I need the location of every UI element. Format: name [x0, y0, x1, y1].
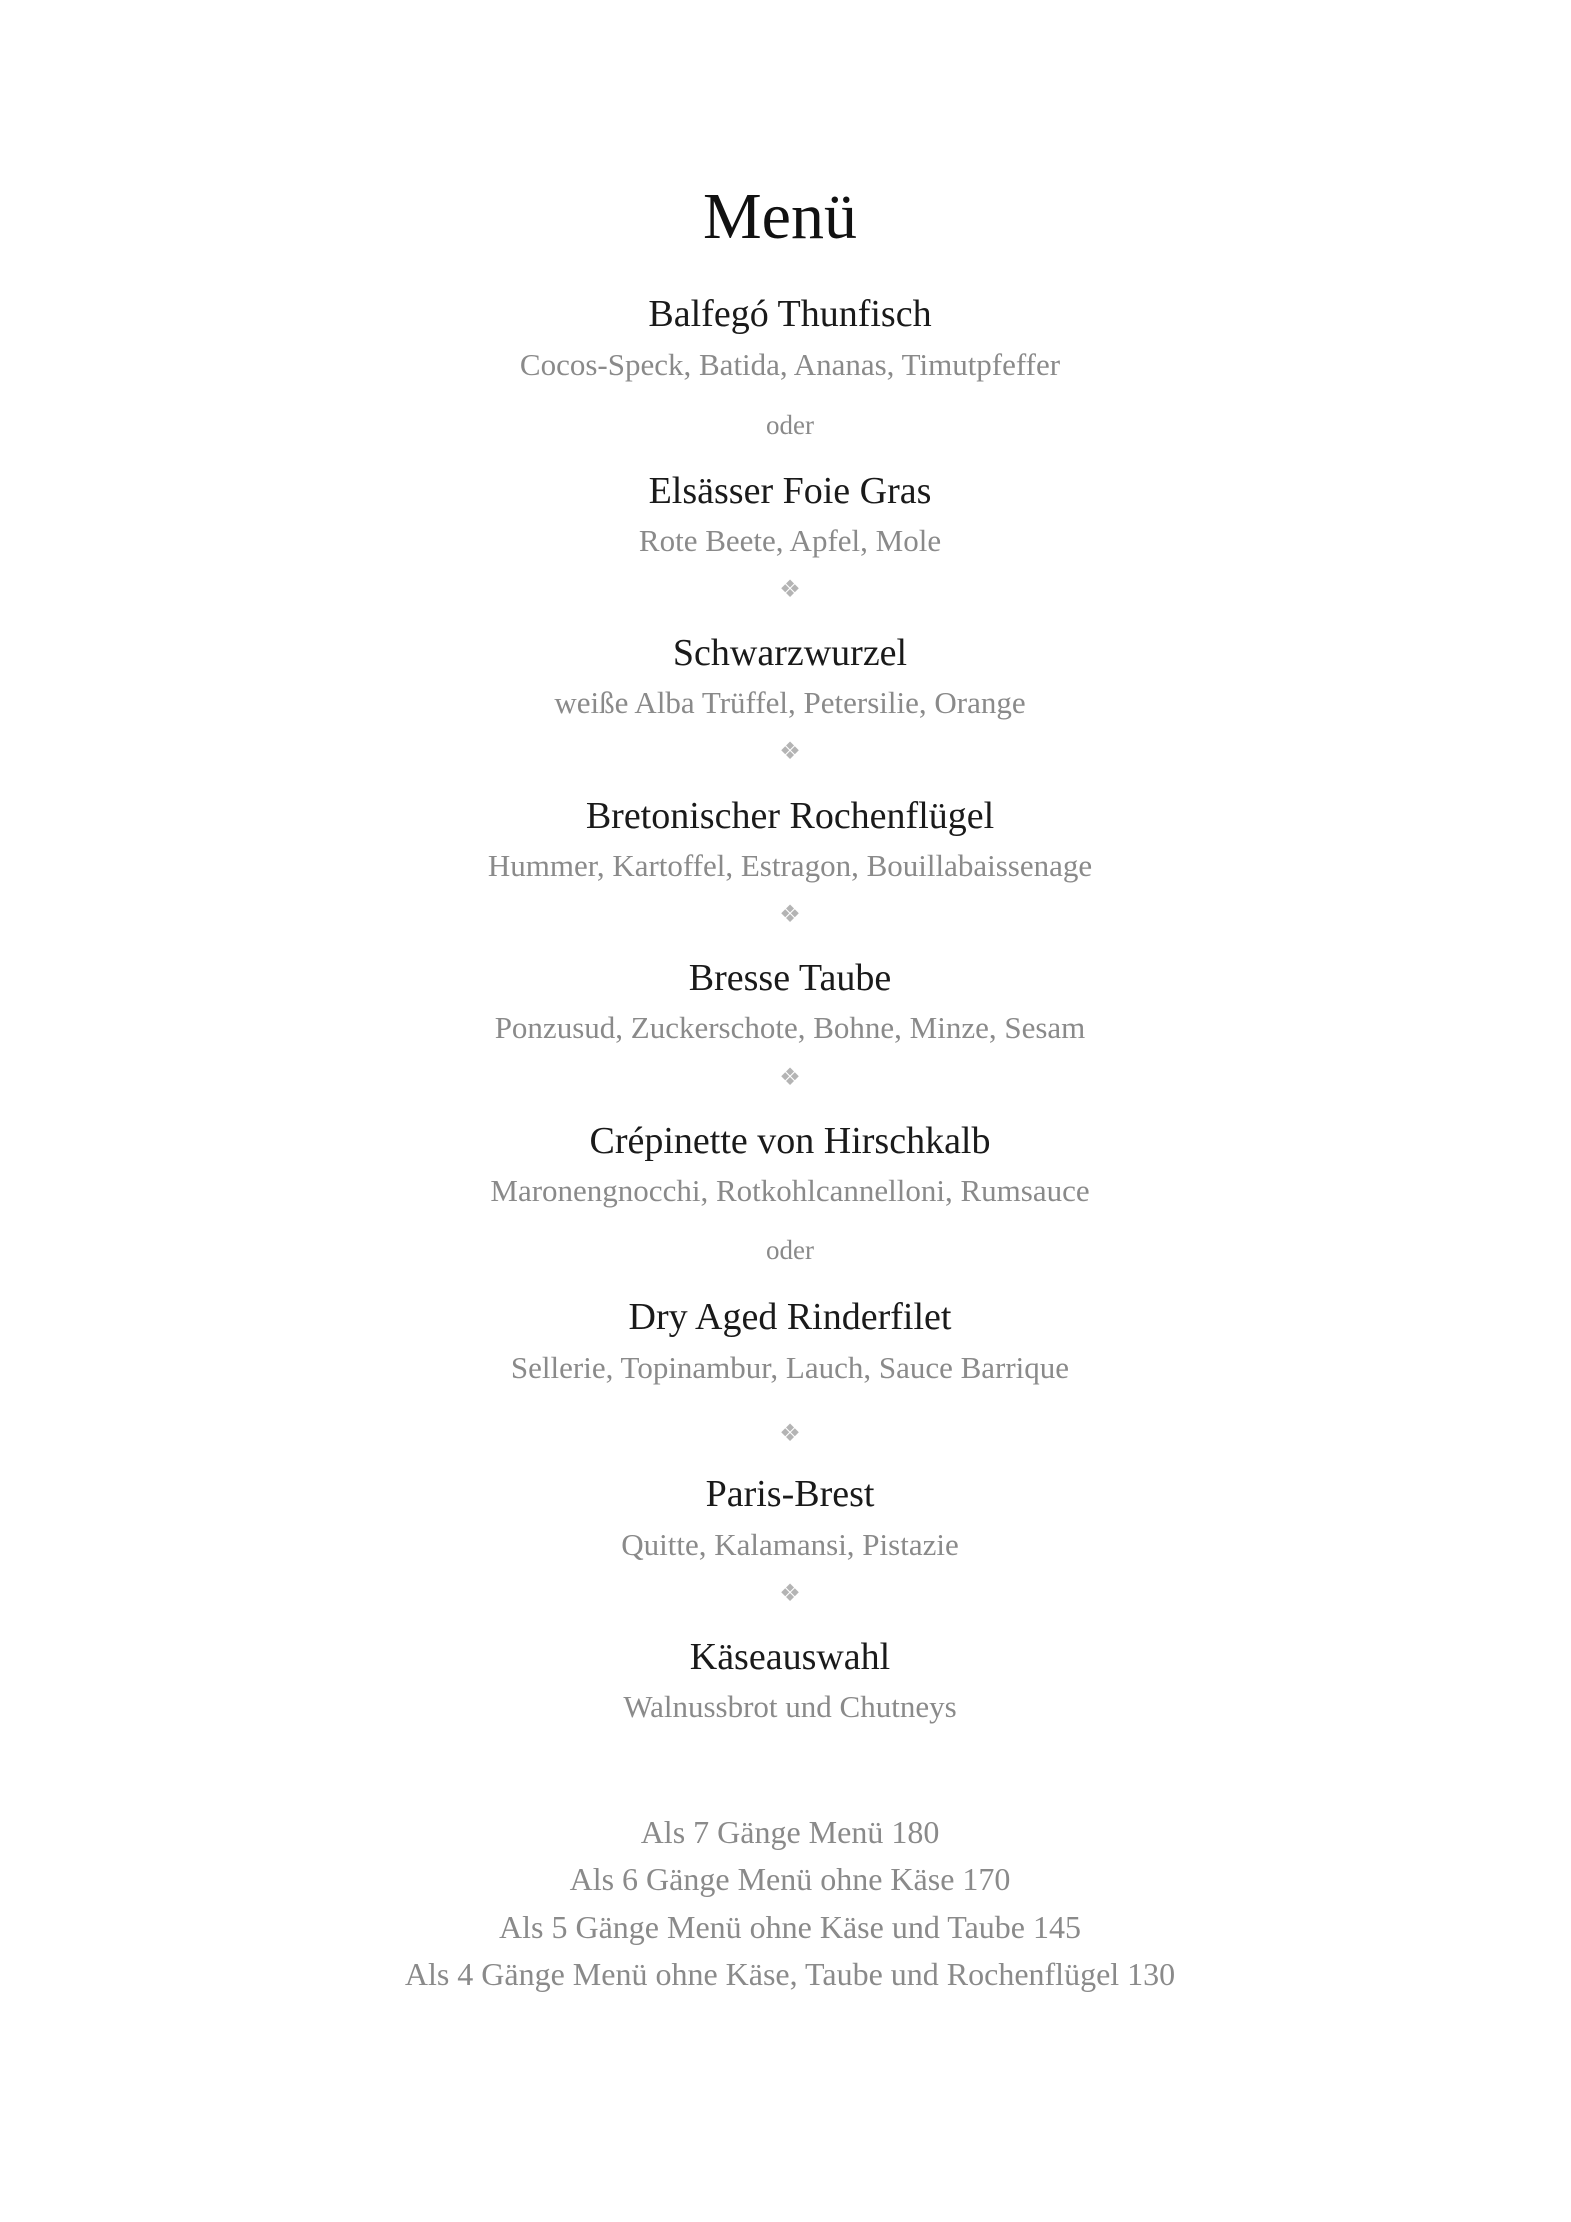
dish-description-paris-brest: Quitte, Kalamansi, Pistazie: [621, 1527, 959, 1562]
or-divider: oder: [766, 410, 814, 440]
dish-description-kaeseauswahl: Walnussbrot und Chutneys: [623, 1689, 957, 1724]
or-divider: oder: [766, 1235, 814, 1265]
dish-description-elsaesser-foie-gras: Rote Beete, Apfel, Mole: [638, 523, 942, 558]
dish-description-bresse-taube: Ponzusud, Zuckerschote, Bohne, Minze, Sesam: [494, 1010, 1086, 1045]
course-separator-icon: ❖: [779, 1065, 801, 1091]
dish-name-bresse-taube: Bresse Taube: [688, 957, 892, 999]
course-separator-icon: ❖: [779, 739, 801, 765]
price-option-6-courses: Als 6 Gänge Menü ohne Käse 170: [569, 1861, 1011, 1897]
dish-name-paris-brest: Paris-Brest: [705, 1473, 875, 1515]
course-separator-icon: ❖: [779, 902, 801, 928]
course-separator-icon: ❖: [779, 1421, 801, 1447]
dish-name-dry-aged-rinderfilet: Dry Aged Rinderfilet: [628, 1296, 952, 1338]
course-separator-icon: ❖: [779, 1581, 801, 1607]
dish-name-crepinette-von-hirschkalb: Crépinette von Hirschkalb: [589, 1120, 991, 1162]
dish-description-dry-aged-rinderfilet: Sellerie, Topinambur, Lauch, Sauce Barrique: [510, 1350, 1070, 1385]
dish-description-balfego-thunfisch: Cocos-Speck, Batida, Ananas, Timutpfeffer: [519, 347, 1061, 382]
course-separator-icon: ❖: [779, 577, 801, 603]
dish-description-bretonischer-rochenfluegel: Hummer, Kartoffel, Estragon, Bouillabaissenage: [487, 848, 1093, 883]
dish-description-crepinette-von-hirschkalb: Maronengnocchi, Rotkohlcannelloni, Rumsauce: [490, 1173, 1090, 1208]
dish-name-balfego-thunfisch: Balfegó Thunfisch: [648, 293, 932, 335]
dish-name-kaeseauswahl: Käseauswahl: [689, 1636, 891, 1678]
price-option-7-courses: Als 7 Gänge Menü 180: [640, 1814, 940, 1850]
dish-name-elsaesser-foie-gras: Elsässer Foie Gras: [648, 470, 932, 512]
dish-name-schwarzwurzel: Schwarzwurzel: [672, 632, 908, 674]
page-title: Menü: [703, 180, 857, 253]
price-option-4-courses: Als 4 Gänge Menü ohne Käse, Taube und Rochenflügel 130: [404, 1956, 1176, 1992]
dish-description-schwarzwurzel: weiße Alba Trüffel, Petersilie, Orange: [554, 685, 1026, 720]
price-option-5-courses: Als 5 Gänge Menü ohne Käse und Taube 145: [499, 1909, 1081, 1945]
dish-name-bretonischer-rochenfluegel: Bretonischer Rochenflügel: [585, 795, 995, 837]
